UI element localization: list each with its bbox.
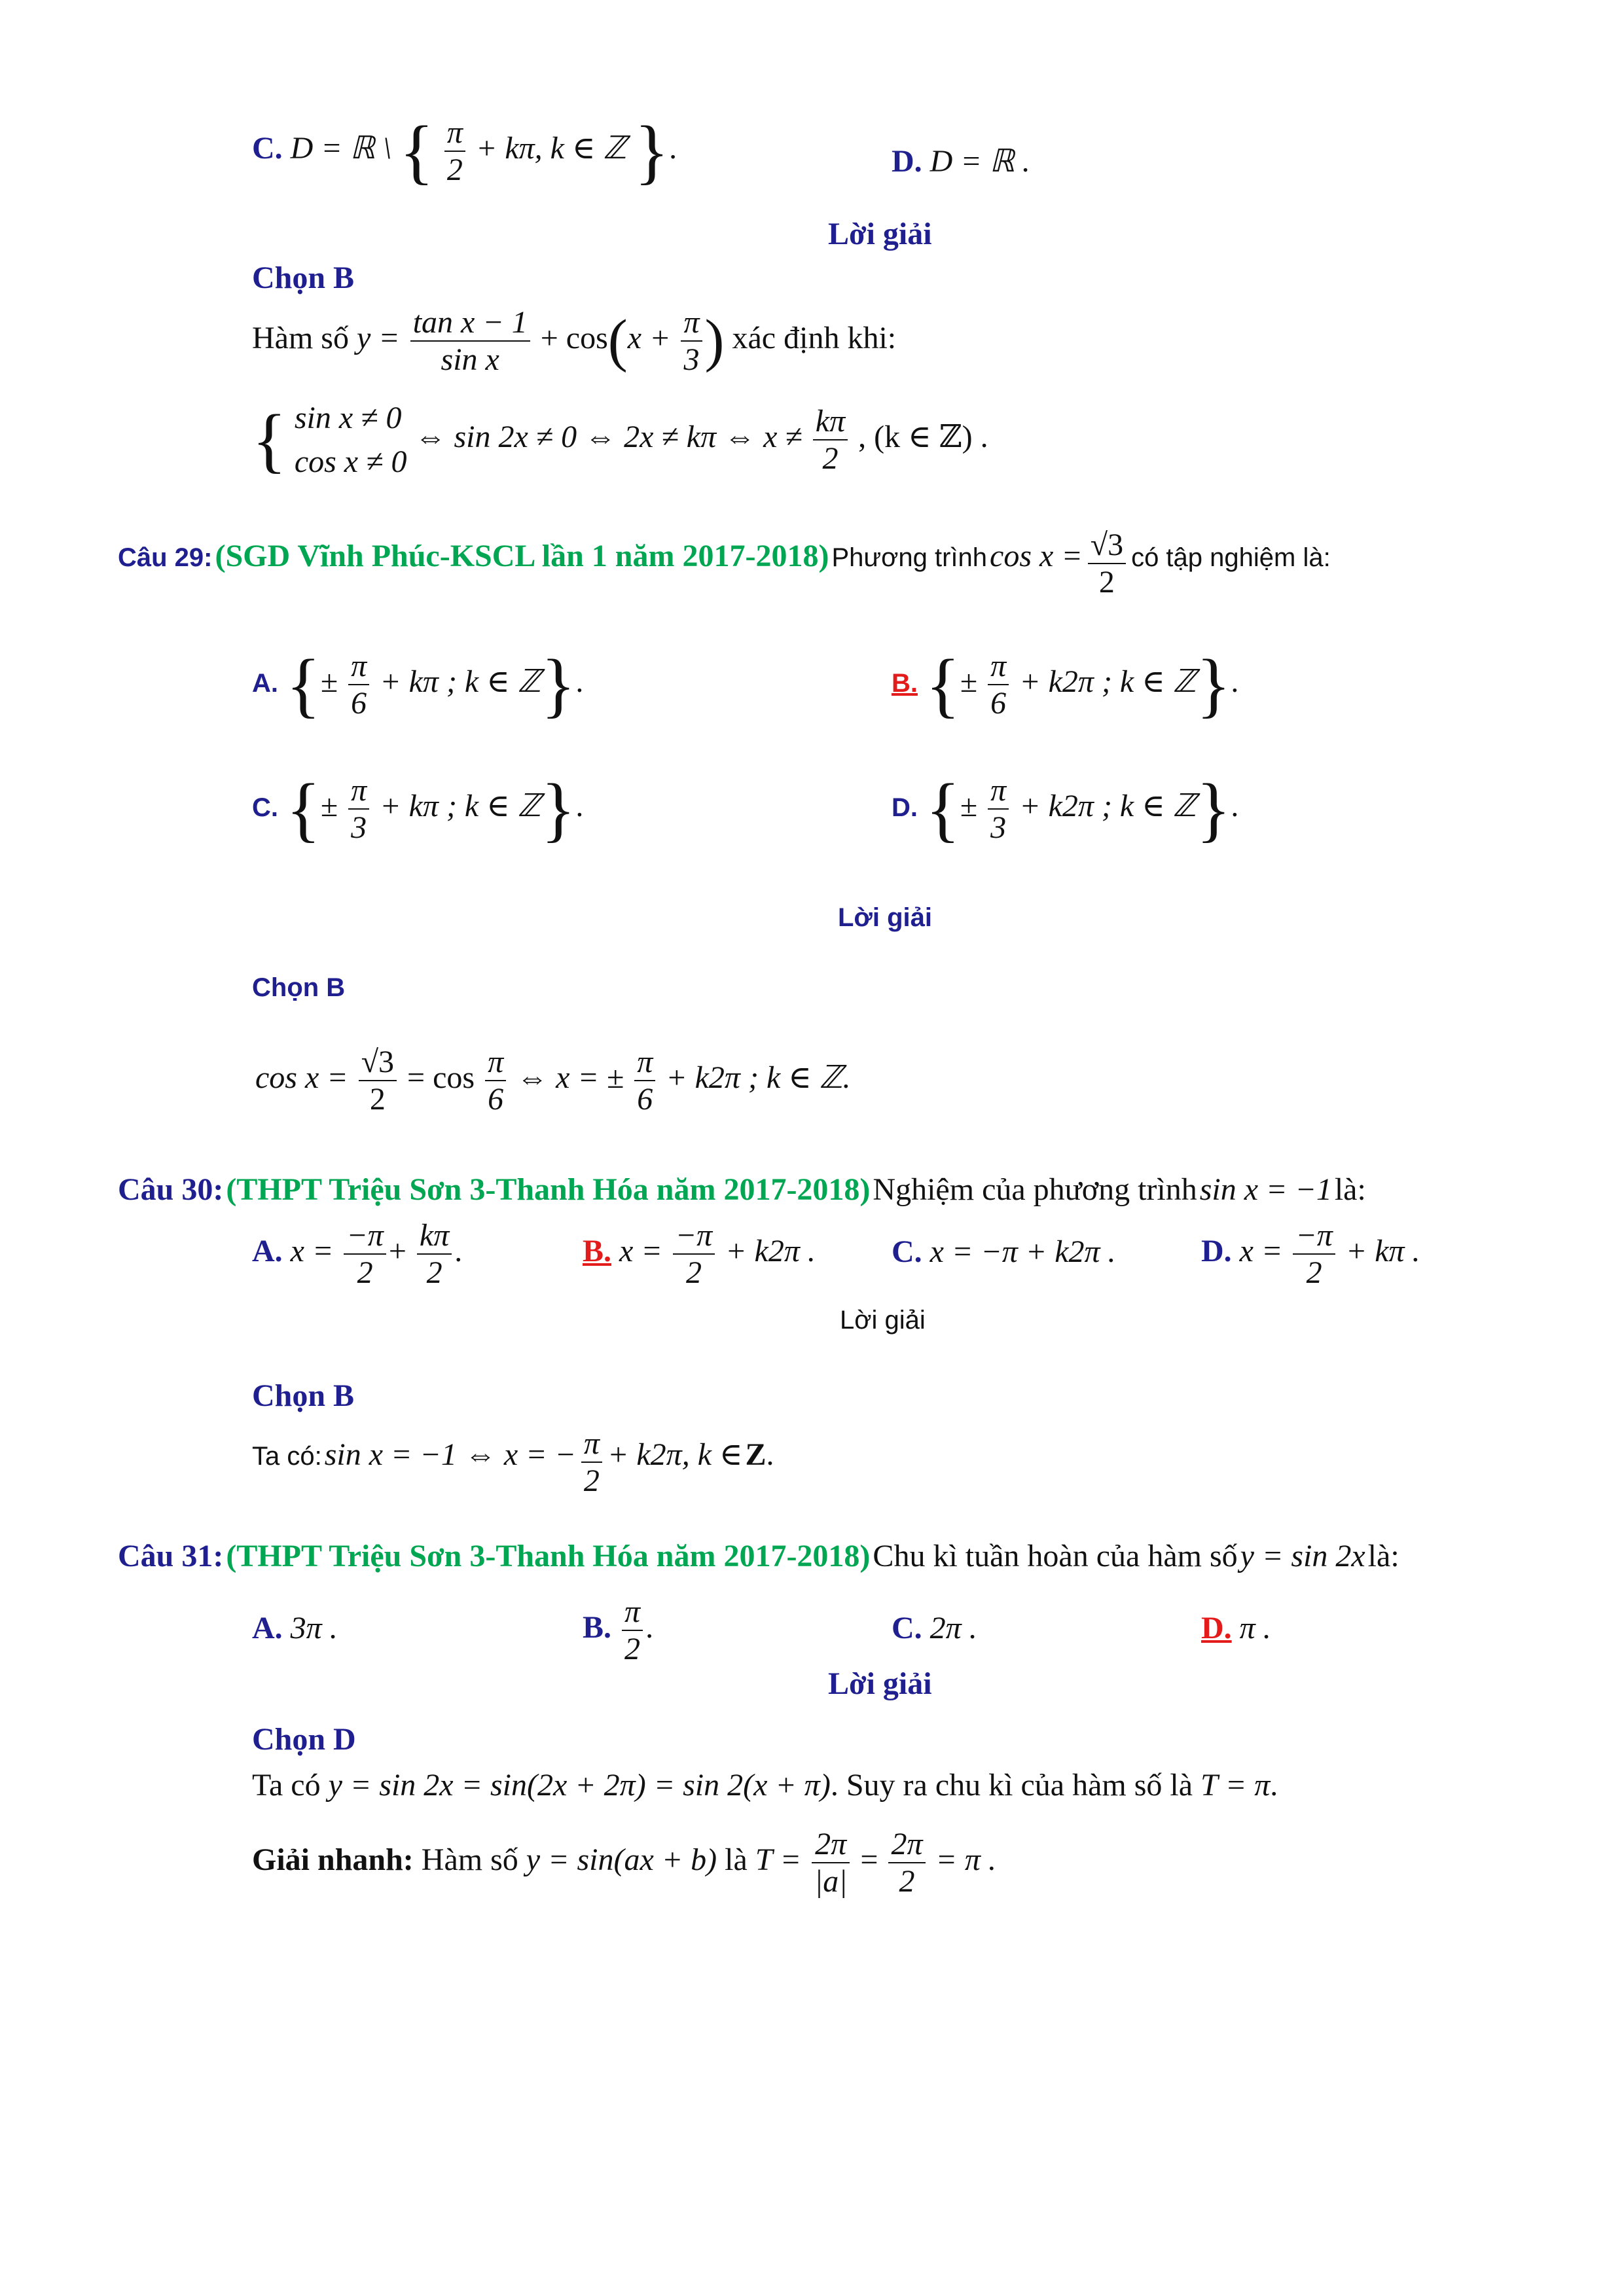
option-label: A. <box>252 1611 283 1645</box>
math: x + <box>627 321 671 356</box>
math: , (k ∈ ℤ) . <box>858 420 988 455</box>
fraction: $\frac{\pi}{2}$ <box>444 115 465 188</box>
question-label: Câu 29: <box>118 543 213 572</box>
question-label: Câu 30: <box>118 1172 224 1207</box>
question-source: (THPT Triệu Sơn 3-Thanh Hóa năm 2017-2018) <box>226 1539 871 1573</box>
question-text: là: <box>1334 1172 1366 1207</box>
option-b: B. $\frac{\pi}{2}$ . <box>583 1594 654 1667</box>
question-text: là: <box>1367 1539 1399 1573</box>
solution-heading: Lời giải <box>828 217 932 251</box>
quick-label: Giải nhanh: <box>252 1842 414 1878</box>
option-b: B. x = $\frac{-\pi}{2}$ + k2π . <box>583 1218 816 1291</box>
question-30 <box>118 1172 1366 1208</box>
q31-solution-line: Ta có y = sin 2x = sin(2x + 2π) = sin 2(x + π). Suy ra chu kì của hàm số là T = π. <box>252 1768 1278 1803</box>
option-a: A. x = $\frac{-\pi}{2}$ + $\frac{k\pi}{2}$ . <box>252 1218 463 1291</box>
text: xác định khi: <box>732 321 897 356</box>
math: sin x = −1 <box>1199 1172 1332 1207</box>
option-tail: + kπ, k ∈ ℤ <box>475 131 627 166</box>
option-label: D. <box>1201 1611 1232 1645</box>
question-source: (SGD Vĩnh Phúc-KSCL lần 1 năm 2017-2018) <box>215 538 829 573</box>
option-label: B. <box>583 1610 612 1645</box>
option-label: C. <box>892 1611 922 1645</box>
q29-solution-line: cos x = $\frac{√3}{2}$ = cos $\frac{\pi}{6}$ ⇔ x = ± $\frac{\pi}{6}$ + k2π ; k ∈ ℤ. <box>255 1045 851 1117</box>
solution-heading: Lời giải <box>838 903 933 932</box>
question-text: có tập nghiệm là: <box>1131 543 1331 572</box>
system-line <box>252 396 988 484</box>
option-label: D. <box>1201 1234 1232 1269</box>
option-c: C. x = −π + k2π . <box>892 1234 1116 1269</box>
math: + cos <box>540 321 608 356</box>
choose-answer: Chọn B <box>252 1378 355 1413</box>
option-label: B. <box>583 1234 612 1269</box>
option-label: C. <box>252 131 283 166</box>
question-text: Phương trình <box>831 543 988 572</box>
option-d: D. x = $\frac{-\pi}{2}$ + kπ . <box>1201 1218 1420 1291</box>
fraction: $\frac{\text{tan x − 1}}{\text{sin x}}$ <box>410 304 530 378</box>
question-text: Chu kì tuần hoàn của hàm số <box>873 1539 1238 1573</box>
question-source: (THPT Triệu Sơn 3-Thanh Hóa năm 2017-2018) <box>226 1172 871 1207</box>
system-brace: { <box>252 400 287 480</box>
option-c: C. 2π . <box>892 1611 977 1645</box>
option-b: B. {± $\frac{\pi}{6}$ + k2π ; k ∈ ℤ}. <box>892 645 1239 725</box>
option-d: D. {± $\frac{\pi}{3}$ + k2π ; k ∈ ℤ}. <box>892 769 1239 850</box>
brace-right: } <box>634 111 670 192</box>
brace-left: { <box>399 111 434 192</box>
option-d-prev <box>892 143 1030 179</box>
option-label: D. <box>892 144 922 179</box>
math: y = sin 2x <box>1240 1539 1365 1573</box>
option-label: B. <box>892 669 918 698</box>
option-label: C. <box>892 1234 922 1269</box>
option-label: C. <box>252 793 278 823</box>
question-31 <box>118 1538 1399 1574</box>
math: ⇔ sin 2x ≠ 0 ⇔ 2x ≠ kπ ⇔ x ≠ <box>414 420 803 455</box>
choose-answer: Chọn D <box>252 1722 356 1757</box>
choose-answer: Chọn B <box>252 973 346 1002</box>
fraction: $\frac{√3}{2}$ <box>1088 527 1126 600</box>
math: y = <box>356 321 400 356</box>
option-label: D. <box>892 793 918 823</box>
solution-heading: Lời giải <box>828 1666 932 1701</box>
option-d: D. π . <box>1201 1611 1271 1645</box>
option-label: A. <box>252 669 278 698</box>
option-c: C. {± $\frac{\pi}{3}$ + kπ ; k ∈ ℤ}. <box>252 769 584 850</box>
option-expr: D = ℝ \ <box>290 131 392 166</box>
q30-solution-line: Ta có: sin x = −1 ⇔ x = − $\frac{\pi}{2}$ + k2π, k ∈ Z. <box>252 1426 774 1499</box>
math: cos x = <box>990 538 1083 573</box>
option-label: A. <box>252 1234 283 1269</box>
system-rows: sin x ≠ 0 cos x ≠ 0 <box>294 401 407 480</box>
choose-answer: Chọn B <box>252 260 355 295</box>
question-text: Nghiệm của phương trình <box>873 1172 1197 1207</box>
question-label: Câu 31: <box>118 1539 224 1573</box>
fraction: $\frac{k\pi}{2}$ <box>813 403 848 476</box>
question-29 <box>118 527 1331 600</box>
domain-line: Hàm số y = $\frac{\text{tan x − 1}}{\text{sin x}}$ + cos(x + $\frac{\pi}{3}$ ) xác định khi: <box>252 305 897 378</box>
option-a: A. 3π . <box>252 1611 338 1645</box>
option-expr: D = ℝ . <box>929 144 1030 179</box>
option-c-prev: C. D = ℝ \ { $\frac{\pi}{2}$ + kπ, k ∈ ℤ }. <box>252 111 677 192</box>
fraction: $\frac{\pi}{3}$ <box>681 304 702 378</box>
text: Hàm số <box>252 321 349 356</box>
quick-solution: Giải nhanh: Hàm số y = sin(ax + b) là T = $\frac{2\pi}{|a|}$ = $\frac{2\pi}{2}$ = π . <box>252 1827 996 1899</box>
option-a: A. {± $\frac{\pi}{6}$ + kπ ; k ∈ ℤ}. <box>252 645 584 725</box>
solution-heading: Lời giải <box>840 1306 926 1335</box>
